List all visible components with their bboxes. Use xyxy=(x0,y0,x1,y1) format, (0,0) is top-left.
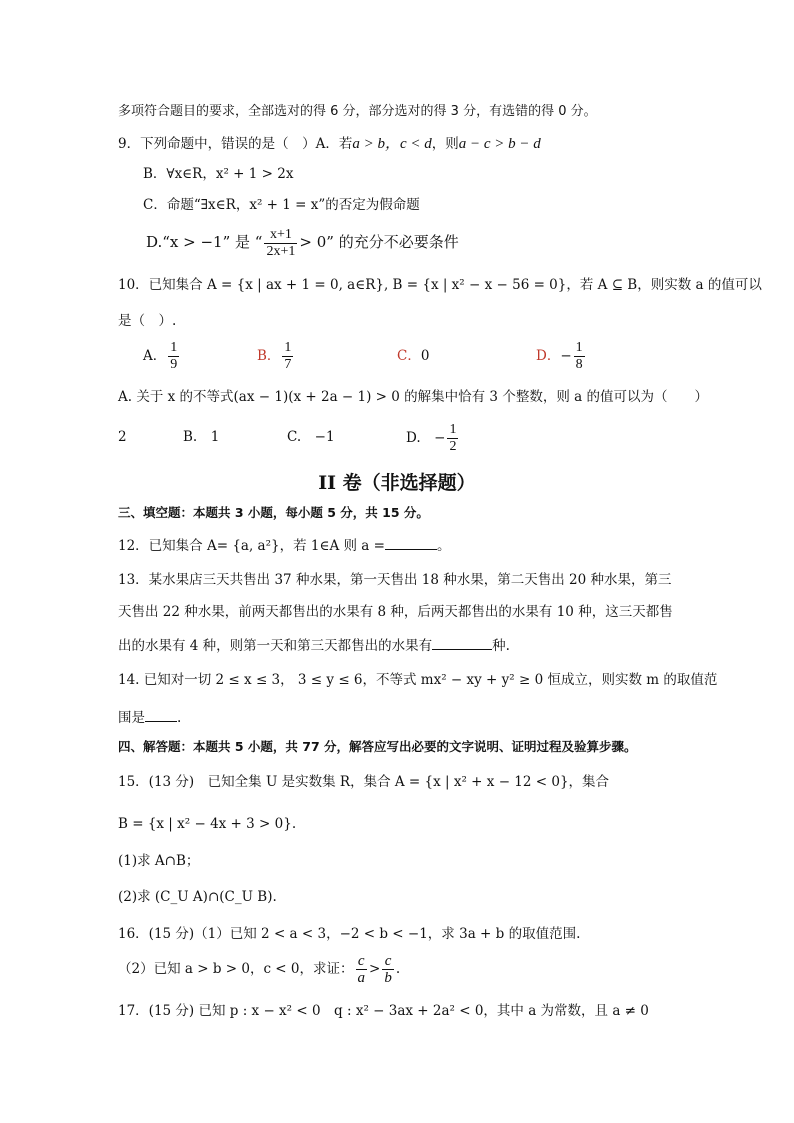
q9-stem-tail: ，则 xyxy=(431,136,459,152)
q16-part1: 16．(15 分)（1）已知 2 < a < 3，−2 < b < −1，求 3a + b 的取值范围. xyxy=(118,926,581,942)
q10-option-a-fraction: $\frac{1}{9}$ xyxy=(170,340,178,372)
q13-line3: 出的水果有 4 种，则第一天和第三天都售出的水果有 种. xyxy=(118,635,510,655)
q11-option-a: 2 xyxy=(118,429,127,445)
q14-answer-blank[interactable] xyxy=(145,707,177,722)
q12 xyxy=(118,535,450,555)
q9-option-d-post: > 0” 的充分不必要条件 xyxy=(299,233,459,251)
q10-option-d: D．− $\frac{1}{8}$ xyxy=(536,340,583,372)
q10-stem-line2: 是（ ）. xyxy=(118,313,177,329)
q11-option-c: C. −1 xyxy=(287,429,335,445)
q11-option-d-fraction: $\frac{1}{2}$ xyxy=(449,422,457,454)
q14-line1: 14. 已知对一切 2 ≤ x ≤ 3， 3 ≤ y ≤ 6，不等式 mx² − xy + y² ≥ 0 恒成立，则实数 m 的取值范 xyxy=(118,672,718,688)
q11-option-d: D. − $\frac{1}{2}$ xyxy=(406,422,457,454)
q10-stem-line1: 10．已知集合 A = {x | ax + 1 = 0, a∈R}, B = {x | x² − x − 56 = 0}，若 A ⊆ B，则实数 a 的值可以 xyxy=(118,277,762,293)
q13-line1: 13．某水果店三天共售出 37 种水果，第一天售出 18 种水果，第二天售出 20 种水果，第三 xyxy=(118,572,672,588)
q11-stem: A. 关于 x 的不等式(ax − 1)(x + 2a − 1) > 0 的解集中恰有 3 个整数，则 a 的值可以为（ ） xyxy=(118,389,708,405)
q16-part2: （2）已知 a > b > 0，c < 0，求证： $\frac{c}{a}$ > $\frac{c}{b}$ . xyxy=(118,953,401,986)
section3-heading: 三、填空题：本题共 3 小题，每小题 5 分，共 15 分。 xyxy=(118,505,429,520)
q10-option-b-fraction: $\frac{1}{7}$ xyxy=(284,340,292,372)
q12-text-post: 。 xyxy=(436,538,451,554)
q15-line1: 15．(13 分) 已知全集 U 是实数集 R，集合 A = {x | x² + x − 12 < 0}，集合 xyxy=(118,774,610,790)
q16-fraction-c-over-b: $\frac{c}{b}$ xyxy=(384,953,392,986)
q15-line2: B = {x | x² − 4x + 3 > 0}. xyxy=(118,816,297,832)
q9-option-d xyxy=(146,222,459,262)
q15-part1: (1)求 A∩B； xyxy=(118,853,200,869)
q9-option-d-pre: D.“x > −1” 是 “ xyxy=(146,233,263,251)
intro-text: 多项符合题目的要求，全部选对的得 6 分，部分选对的得 3 分，有选错的得 0 分。 xyxy=(118,104,597,119)
section4-heading: 四、解答题：本题共 5 小题，共 77 分，解答应写出必要的文字说明、证明过程及验算步骤。 xyxy=(118,739,637,754)
q12-text: 12．已知集合 A= {a, a²}，若 1∈A 则 a = xyxy=(118,538,385,554)
q10-option-b: B． $\frac{1}{7}$ xyxy=(257,340,292,372)
q15-part2: (2)求 (C_U A)∩(C_U B). xyxy=(118,889,277,905)
q11-option-b: B. 1 xyxy=(183,429,220,445)
q17-line: 17．(15 分) 已知 p : x − x² < 0 q : x² − 3ax + 2a² < 0，其中 a 为常数，且 a ≠ 0 xyxy=(118,1003,649,1019)
q13-answer-blank[interactable] xyxy=(432,635,492,650)
q9-stem-text: 9．下列命题中，错误的是（ ）A．若 xyxy=(118,136,353,152)
q9-option-d-fraction: $\frac{x+1}{2x+1}$ xyxy=(266,226,296,259)
q12-answer-blank[interactable] xyxy=(385,535,437,550)
part2-title: II 卷（非选择题） xyxy=(318,472,476,494)
q10-option-c: C．0 xyxy=(397,348,430,364)
q9-option-b: B．∀x∈R，x² + 1 > 2x xyxy=(143,166,294,182)
q13-line2: 天售出 22 种水果，前两天都售出的水果有 8 种，后两天都售出的水果有 10 种，这三天都售 xyxy=(118,604,673,620)
q10-option-d-fraction: $\frac{1}{8}$ xyxy=(575,340,583,372)
q16-fraction-c-over-a: $\frac{c}{a}$ xyxy=(357,953,365,986)
q10-option-a: A． $\frac{1}{9}$ xyxy=(143,340,178,372)
q14-line2: 围是 . xyxy=(118,707,181,727)
q9-option-c: C．命题“∃x∈R，x² + 1 = x”的否定为假命题 xyxy=(143,197,420,213)
q9-stem: 9．下列命题中，错误的是（ ）A．若a > b，c < d，则a − c > b − d xyxy=(118,136,541,152)
